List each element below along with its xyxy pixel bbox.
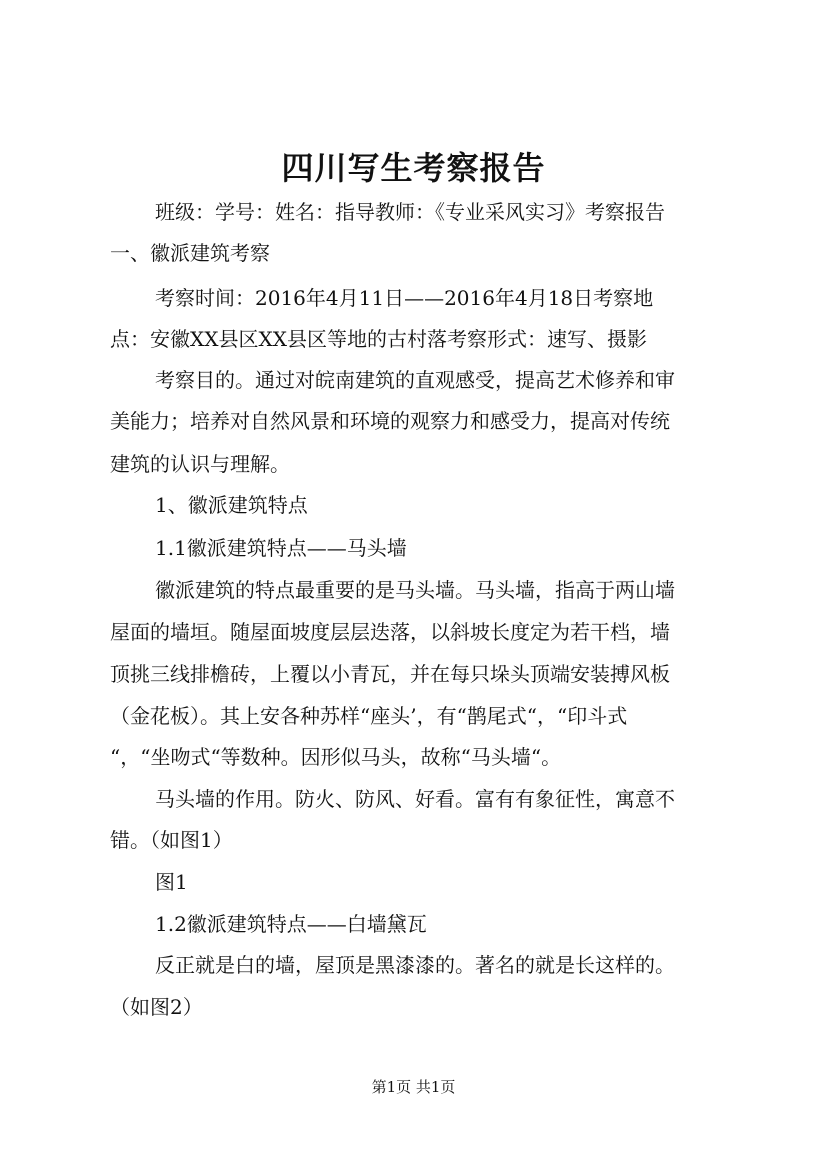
subsection-heading: 1、徽派建筑特点: [155, 493, 308, 517]
page-title: 四川写生考察报告: [281, 149, 546, 187]
paragraph-line: 美能力；培养对自然风景和环境的观察力和感受力，提高对传统: [110, 409, 670, 433]
subsection-heading: 1.1徽派建筑特点——马头墙: [155, 536, 407, 560]
paragraph-line: 考察时间：2016年4月11日——2016年4月18日考察地: [155, 286, 654, 310]
paragraph-line: “，“坐吻式“等数种。因形似马头，故称“马头墙“。: [110, 745, 562, 769]
paragraph-line: 顶挑三线排檐砖，上覆以小青瓦，并在每只垛头顶端安装搏风板: [110, 662, 670, 686]
paragraph-line: 考察目的。通过对皖南建筑的直观感受，提高艺术修养和审: [155, 368, 675, 392]
paragraph-line: 建筑的认识与理解。: [110, 452, 290, 476]
paragraph-line: 点：安徽XX县区XX县区等地的古村落考察形式：速写、摄影: [110, 327, 647, 351]
section-heading-1: 一、徽派建筑考察: [110, 241, 270, 265]
paragraph-line: 马头墙的作用。防火、防风、好看。富有有象征性，寓意不: [155, 787, 675, 811]
paragraph-line: 徽派建筑的特点最重要的是马头墙。马头墙，指高于两山墙: [155, 578, 675, 602]
figure-caption: 图1: [155, 870, 188, 894]
page-footer: 第1页 共1页: [371, 1078, 456, 1096]
paragraph-line: 屋面的墙垣。随屋面坡度层层迭落，以斜坡长度定为若干档，墙: [110, 620, 670, 644]
paragraph-line: （金花板）。其上安各种苏样“座头’，有“鹊尾式“，“印斗式: [110, 704, 628, 728]
class-info-line: 班级：学号：姓名：指导教师：《专业采风实习》考察报告: [155, 200, 665, 224]
paragraph-line: （如图2）: [110, 995, 203, 1019]
paragraph-line: 反正就是白的墙，屋顶是黑漆漆的。著名的就是长这样的。: [155, 953, 675, 977]
subsection-heading: 1.2徽派建筑特点——白墙黛瓦: [155, 912, 427, 936]
paragraph-line: 错。（如图1）: [110, 828, 233, 852]
